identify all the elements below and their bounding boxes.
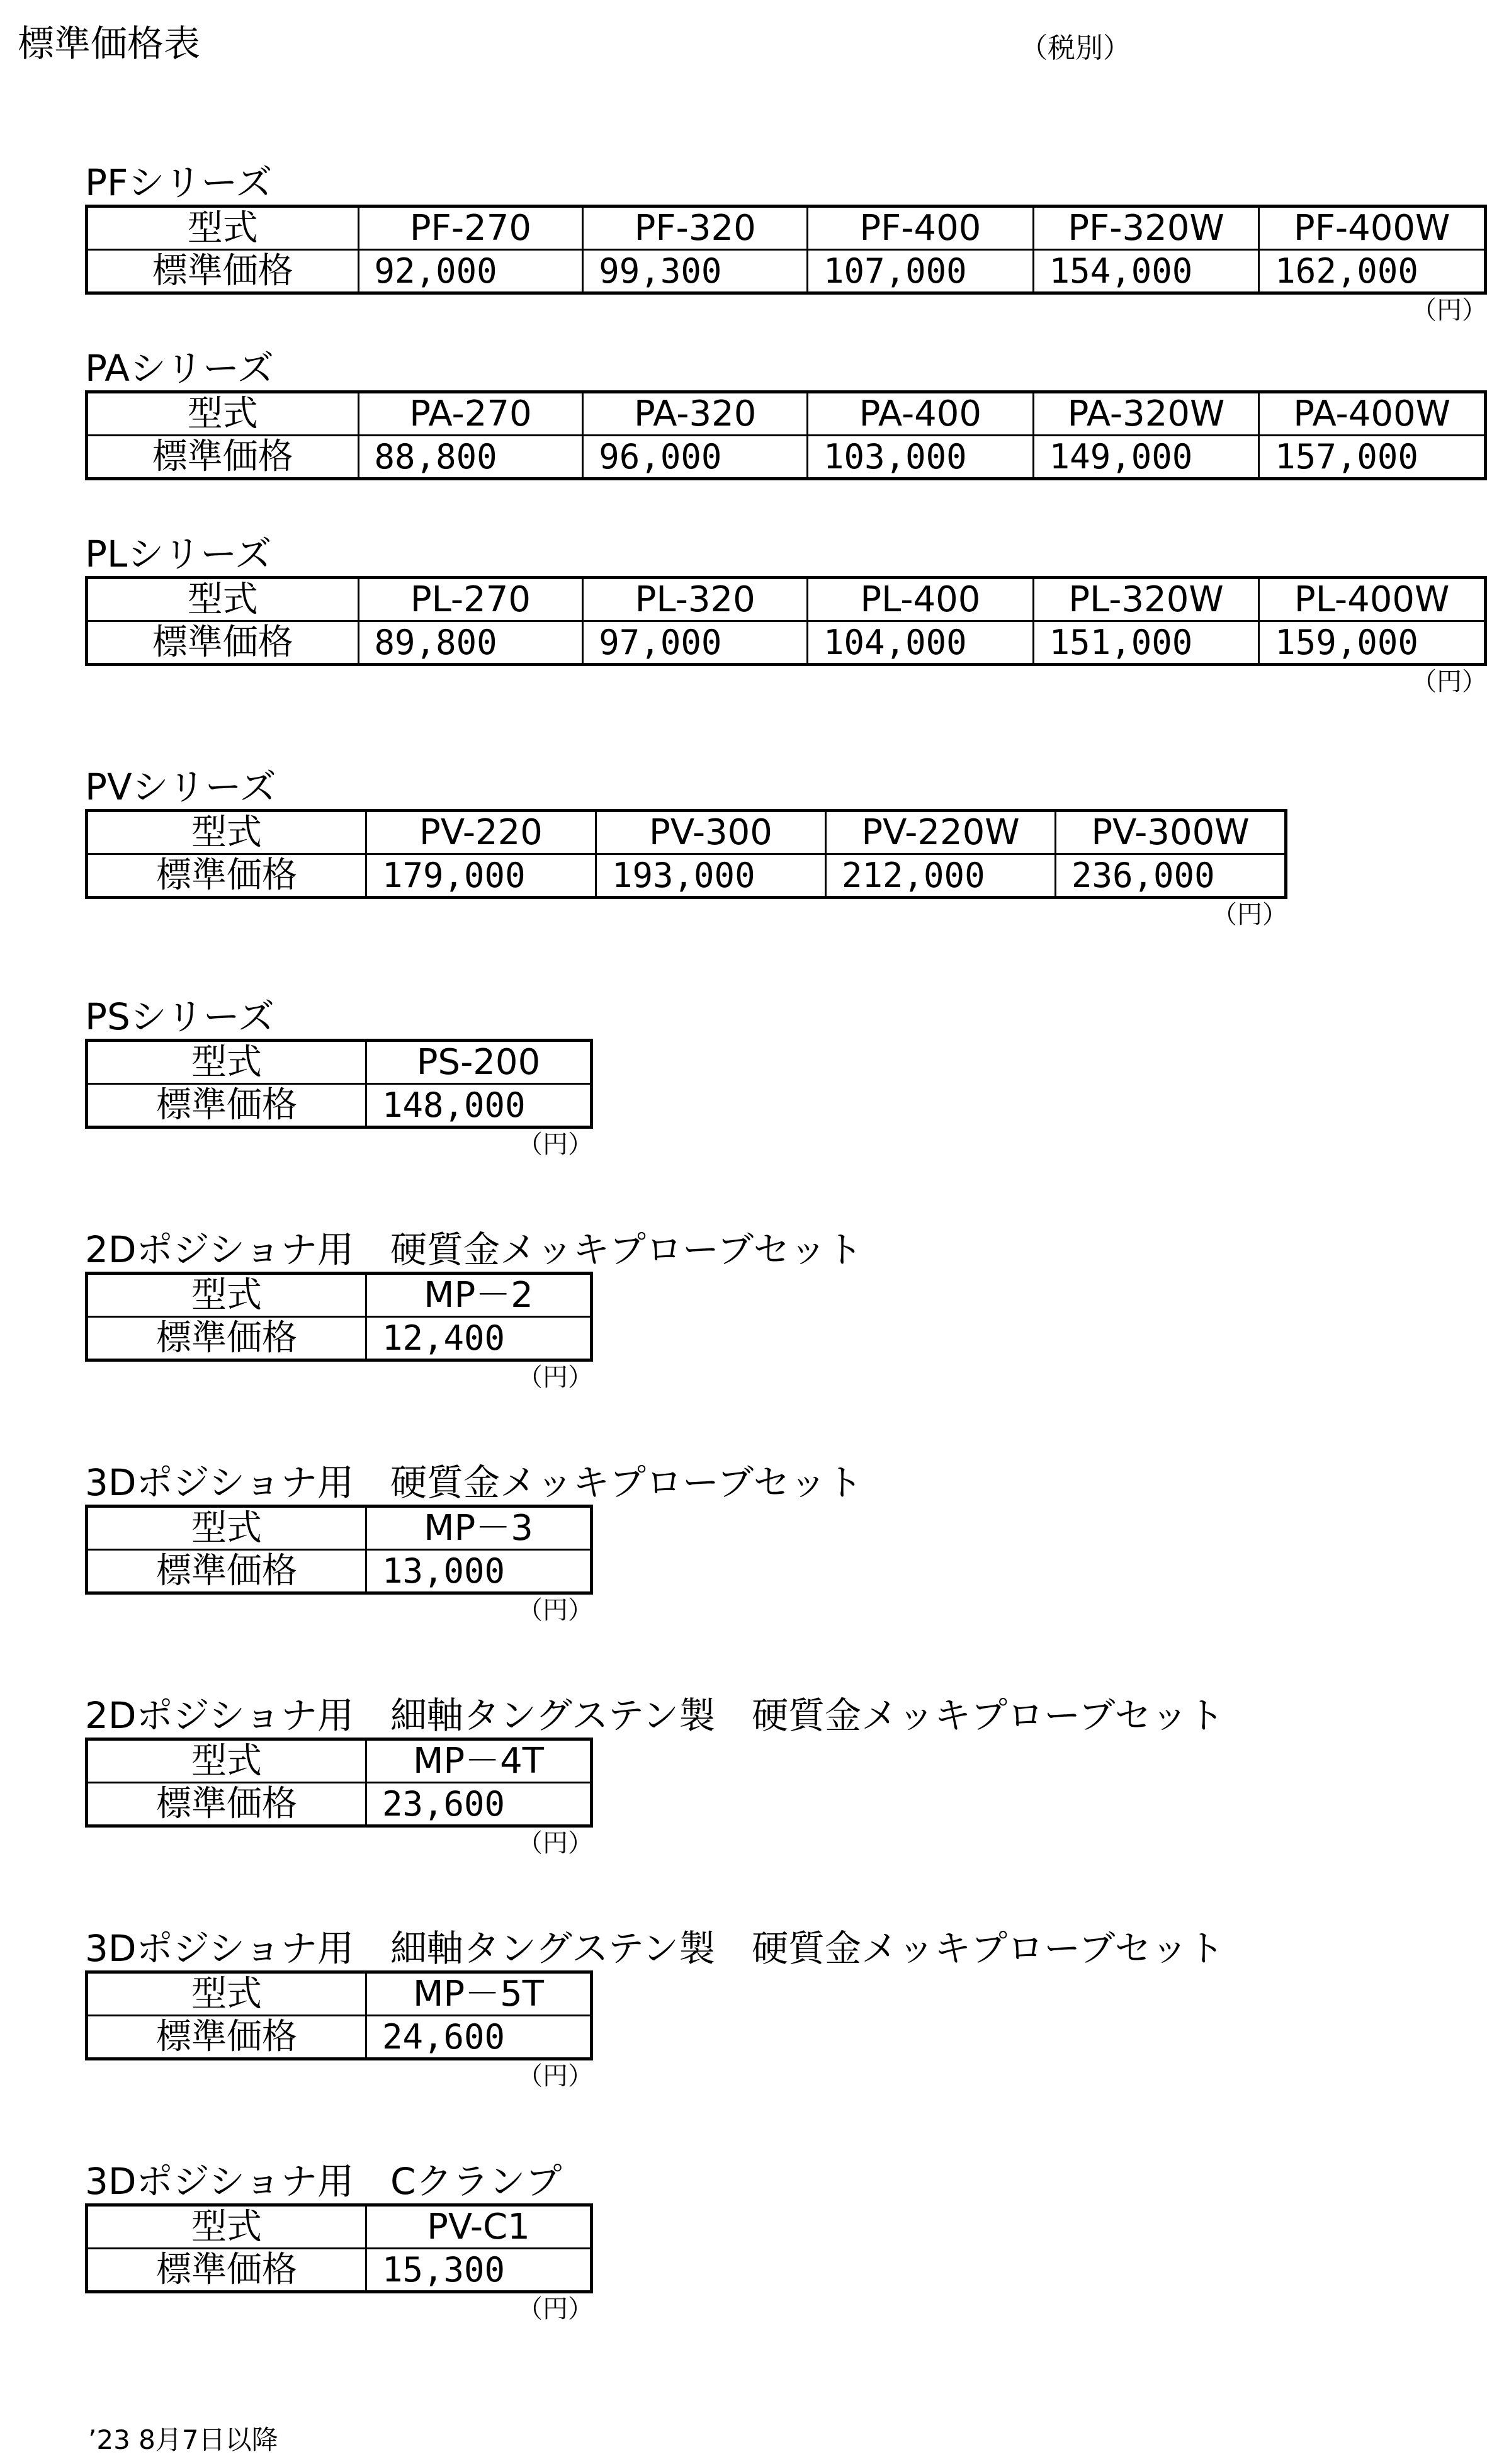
price-row [87, 2016, 592, 2059]
price-row [87, 1783, 592, 1826]
section-title: PLシリーズ [85, 533, 272, 575]
model-header: 型式 [87, 1506, 366, 1550]
page-title: 標準価格表 [18, 22, 201, 65]
model-cell: PA-270 [358, 392, 583, 436]
unit-label: （円） [517, 1829, 593, 1858]
effective-date: ’23 8月7日以降 [88, 2424, 278, 2455]
model-row [87, 1506, 592, 1550]
price-cell: 157,000 [1259, 436, 1486, 479]
model-cell: MP－3 [366, 1506, 592, 1550]
price-section [85, 1228, 862, 1393]
price-cell: 24,600 [366, 2016, 592, 2059]
model-cell: PA-320 [583, 392, 808, 436]
model-cell: PF-320 [583, 206, 808, 250]
price-table [85, 205, 1487, 295]
section-title: 3Dポジショナ用 硬質金メッキプローブセット [85, 1461, 863, 1504]
model-header: 型式 [87, 2205, 366, 2249]
price-cell: 88,800 [358, 436, 583, 479]
price-section [85, 2159, 593, 2325]
price-section [85, 1693, 1224, 1859]
section-title: PAシリーズ [85, 347, 274, 390]
section-title: 3Dポジショナ用 Cクランプ [85, 2160, 562, 2203]
section-title: PSシリーズ [85, 995, 274, 1038]
price-cell: 212,000 [826, 854, 1056, 898]
model-row [87, 206, 1486, 250]
unit-label: （円） [1411, 667, 1487, 696]
unit-label: （円） [517, 2062, 593, 2091]
price-section [85, 532, 1487, 698]
price-cell: 148,000 [366, 1084, 592, 1127]
price-cell: 13,000 [366, 1550, 592, 1593]
price-section [85, 995, 593, 1160]
price-cell: 151,000 [1033, 621, 1259, 665]
price-header: 標準価格 [87, 1317, 366, 1360]
model-cell: PA-400 [808, 392, 1034, 436]
model-row [87, 1739, 592, 1783]
price-row [87, 854, 1286, 898]
model-cell: PV-220 [366, 811, 596, 854]
model-header: 型式 [87, 206, 359, 250]
unit-label: （円） [517, 1363, 593, 1392]
price-header: 標準価格 [87, 2249, 366, 2292]
section-title: 2Dポジショナ用 細軸タングステン製 硬質金メッキプローブセット [85, 1694, 1224, 1737]
price-header: 標準価格 [87, 854, 366, 898]
model-cell: MP－2 [366, 1274, 592, 1317]
section-title: PFシリーズ [85, 161, 273, 204]
price-cell: 103,000 [808, 436, 1034, 479]
section-title: 3Dポジショナ用 細軸タングステン製 硬質金メッキプローブセット [85, 1927, 1224, 1970]
price-header: 標準価格 [87, 1783, 366, 1826]
model-cell: PS-200 [366, 1041, 592, 1084]
price-cell: 12,400 [366, 1317, 592, 1360]
unit-label: （円） [517, 1596, 593, 1625]
price-section [85, 1461, 862, 1626]
model-cell: PF-400 [808, 206, 1034, 250]
price-header: 標準価格 [87, 621, 359, 665]
price-table [85, 1272, 593, 1362]
model-cell: MP－5T [366, 1972, 592, 2016]
model-cell: PV-300W [1056, 811, 1286, 854]
model-header: 型式 [87, 811, 366, 854]
model-header: 型式 [87, 1274, 366, 1317]
model-row [87, 811, 1286, 854]
price-section [85, 346, 1487, 480]
price-header: 標準価格 [87, 1084, 366, 1127]
model-cell: PF-400W [1259, 206, 1486, 250]
unit-label: （円） [1411, 296, 1487, 325]
price-row [87, 250, 1486, 293]
model-header: 型式 [87, 578, 359, 621]
model-cell: PL-320W [1033, 578, 1259, 621]
price-cell: 23,600 [366, 1783, 592, 1826]
model-row [87, 578, 1486, 621]
price-cell: 15,300 [366, 2249, 592, 2292]
price-table [85, 2203, 593, 2293]
tax-note: （税別） [1020, 32, 1131, 64]
model-cell: PF-270 [358, 206, 583, 250]
model-row [87, 392, 1486, 436]
model-cell: PA-400W [1259, 392, 1486, 436]
price-cell: 154,000 [1033, 250, 1259, 293]
price-cell: 236,000 [1056, 854, 1286, 898]
price-table [85, 1970, 593, 2060]
model-row [87, 1274, 592, 1317]
model-cell: PL-270 [358, 578, 583, 621]
price-cell: 89,800 [358, 621, 583, 665]
price-cell: 96,000 [583, 436, 808, 479]
unit-label: （円） [1212, 900, 1287, 929]
price-header: 標準価格 [87, 436, 359, 479]
model-cell: PV-C1 [366, 2205, 592, 2249]
model-cell: PV-300 [596, 811, 826, 854]
price-row [87, 1084, 592, 1127]
price-header: 標準価格 [87, 250, 359, 293]
price-row [87, 1317, 592, 1360]
price-row [87, 2249, 592, 2292]
price-table [85, 1039, 593, 1129]
price-table [85, 1505, 593, 1595]
price-cell: 193,000 [596, 854, 826, 898]
unit-label: （円） [517, 1130, 593, 1159]
price-header: 標準価格 [87, 2016, 366, 2059]
price-table [85, 1738, 593, 1828]
price-cell: 99,300 [583, 250, 808, 293]
price-cell: 107,000 [808, 250, 1034, 293]
model-cell: PL-400W [1259, 578, 1486, 621]
price-row [87, 436, 1486, 479]
model-cell: PV-220W [826, 811, 1056, 854]
model-header: 型式 [87, 1972, 366, 2016]
price-cell: 104,000 [808, 621, 1034, 665]
price-section [85, 765, 1287, 930]
price-table [85, 809, 1287, 899]
section-title: PVシリーズ [85, 766, 276, 808]
price-cell: 92,000 [358, 250, 583, 293]
price-header: 標準価格 [87, 1550, 366, 1593]
price-cell: 97,000 [583, 621, 808, 665]
model-row [87, 1041, 592, 1084]
model-cell: PF-320W [1033, 206, 1259, 250]
model-row [87, 2205, 592, 2249]
price-row [87, 621, 1486, 665]
price-section [85, 161, 1487, 326]
price-cell: 179,000 [366, 854, 596, 898]
model-cell: PA-320W [1033, 392, 1259, 436]
unit-label: （円） [517, 2295, 593, 2324]
price-cell: 149,000 [1033, 436, 1259, 479]
model-cell: MP－4T [366, 1739, 592, 1783]
price-cell: 159,000 [1259, 621, 1486, 665]
model-cell: PL-320 [583, 578, 808, 621]
model-row [87, 1972, 592, 2016]
model-header: 型式 [87, 1739, 366, 1783]
price-section [85, 1926, 1224, 2092]
section-title: 2Dポジショナ用 硬質金メッキプローブセット [85, 1228, 863, 1271]
model-header: 型式 [87, 1041, 366, 1084]
price-row [87, 1550, 592, 1593]
price-table [85, 390, 1487, 480]
price-cell: 162,000 [1259, 250, 1486, 293]
model-cell: PL-400 [808, 578, 1034, 621]
price-table [85, 576, 1487, 666]
model-header: 型式 [87, 392, 359, 436]
